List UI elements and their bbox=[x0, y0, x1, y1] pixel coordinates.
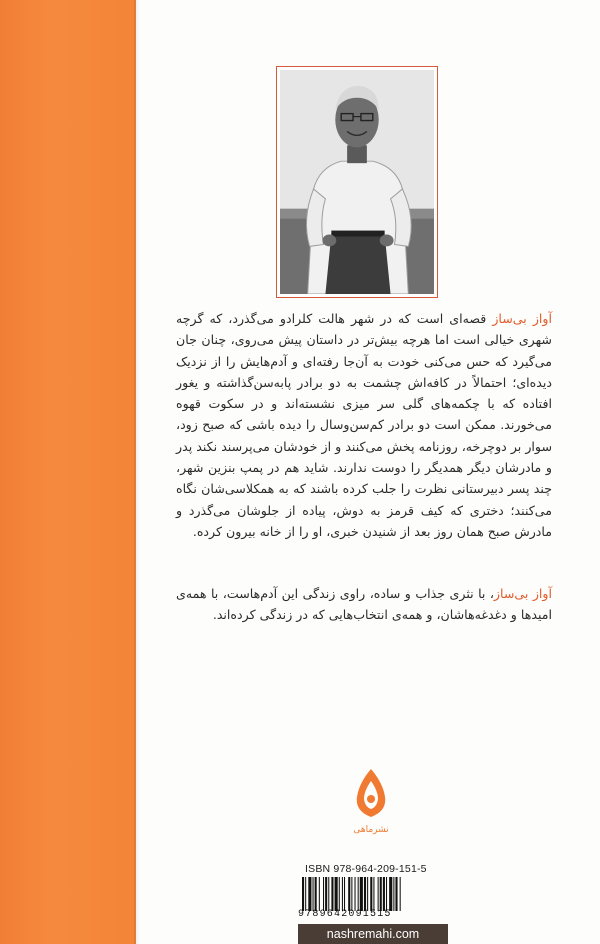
barcode-bar bbox=[325, 877, 327, 911]
barcode-bar bbox=[386, 877, 387, 911]
isbn-label: ISBN 978-964-209-151-5 bbox=[305, 863, 427, 875]
barcode-bar bbox=[348, 877, 350, 911]
portrait-drawing bbox=[280, 70, 434, 294]
book-title-ref: آواز بی‌ساز bbox=[492, 311, 552, 326]
barcode-bar bbox=[342, 877, 343, 911]
spine-shadow bbox=[134, 0, 140, 944]
barcode-bar bbox=[383, 877, 385, 911]
barcode-bar bbox=[351, 877, 352, 911]
cover-spine bbox=[0, 0, 136, 944]
barcode-bar bbox=[302, 877, 304, 911]
blurb-paragraph-2 bbox=[176, 583, 552, 626]
barcode-bar bbox=[339, 877, 340, 911]
barcode-bar bbox=[370, 877, 372, 911]
barcode-bar bbox=[315, 877, 317, 911]
nashremahi-logo-icon bbox=[349, 767, 393, 835]
publisher-logo-text: نشرماهی bbox=[353, 825, 389, 835]
barcode-bar bbox=[313, 877, 314, 911]
barcode-bar bbox=[335, 877, 338, 911]
barcode-bar bbox=[380, 877, 382, 911]
publisher-website: nashremahi.com bbox=[298, 924, 448, 944]
barcode-bar bbox=[331, 877, 333, 911]
barcode-bar bbox=[389, 877, 392, 911]
blurb-text-1: قصه‌ای است که در شهر هالت کلرادو می‌گذرد، که گرچه شهری خیالی است اما هرچه بیش‌تر در داستان پیش می‌روی، چنان جان می‌گیرد که حس می‌کنی خودت به آن‌جا رفته‌ای و آدم‌هایش را از نزدیک دیده‌ای؛ احتمالاً در کافه‌اش چشمت به دو برادر پابه‌سن‌گذاشته و یغور افتاده که با چکمه‌های گلی سر میزی نشسته‌اند و در سکوت قهوه می‌خورند. ممکن است دو برادر کم‌سن‌وسال را دیده باشی که صبح زود، سوار بر دوچرخه، روزنامه پخش می‌کنند و از خودشان می‌پرسند نکند پدر و مادرشان دیگر همدیگر را دوست ندارند. شاید هم در پمپ بنزین شهر، چند پسر دبیرستانی نظرت را جلب کرده باشند که به همکلاسی‌شان نگاه می‌کنند؛ دختری که کیف قرمز به دوش، پیاده از جلوشان می‌گذرد و مادرش صبح همان روز بعد از شنیدن خبری، او را از خانه بیرون کرده. bbox=[176, 311, 552, 539]
author-portrait-icon bbox=[280, 70, 434, 294]
barcode-bar bbox=[344, 877, 345, 911]
barcode-bar bbox=[358, 877, 359, 911]
barcode-bar bbox=[364, 877, 366, 911]
barcode-bar bbox=[395, 877, 397, 911]
barcode-bar bbox=[367, 877, 368, 911]
barcode-bar bbox=[355, 877, 356, 911]
barcode-bar bbox=[378, 877, 379, 911]
blurb-paragraph-1 bbox=[176, 308, 552, 542]
author-photo-frame bbox=[276, 66, 438, 298]
barcode-bar bbox=[393, 877, 394, 911]
barcode-bar bbox=[328, 877, 329, 911]
barcode-bar bbox=[308, 877, 311, 911]
barcode-bar bbox=[323, 877, 324, 911]
barcode-bar bbox=[319, 877, 320, 911]
barcode-bar bbox=[400, 877, 401, 911]
book-title-ref: آواز بی‌ساز bbox=[493, 586, 552, 601]
blurb-text-2: ، با نثری جذاب و ساده، راوی زندگی این آدم‌هاست، با همه‌ی امیدها و دغدغه‌هاشان، و همه‌ی انتخاب‌هایی که در زندگی کرده‌اند. bbox=[176, 586, 552, 623]
barcode-bar bbox=[305, 877, 306, 911]
barcode-bar bbox=[373, 877, 374, 911]
barcode-bar bbox=[360, 877, 363, 911]
barcode-icon bbox=[300, 877, 452, 911]
barcode-digits: 9789642091515 bbox=[298, 909, 392, 920]
